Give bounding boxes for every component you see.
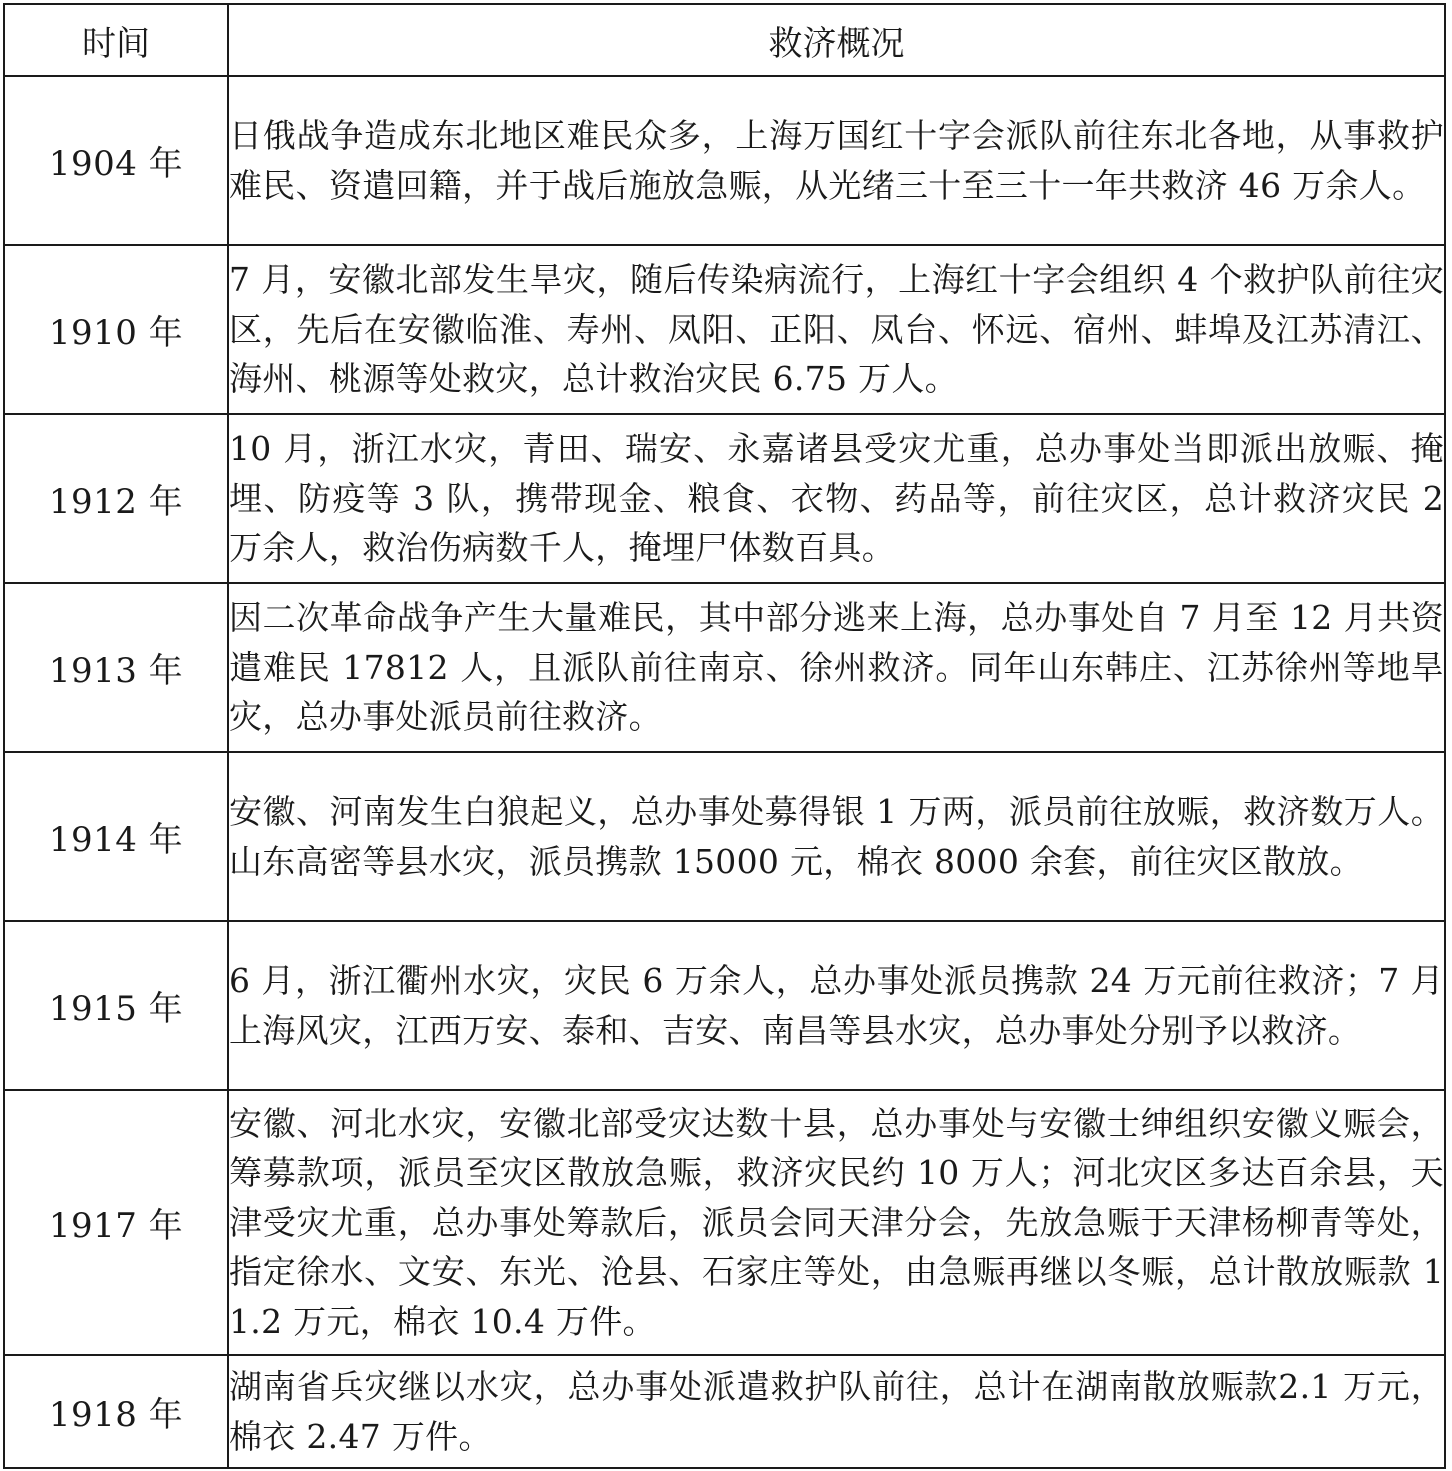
row-summary: 安徽、河南发生白狼起义，总办事处募得银 1 万两，派员前往放赈，救济数万人。山东高密等县水灾，派员携款 15000 元，棉衣 8000 余套，前往灾区散放。 — [228, 752, 1445, 921]
table-row — [4, 752, 1445, 921]
row-year: 1915 年 — [4, 921, 228, 1090]
row-year: 1913 年 — [4, 583, 228, 752]
row-year: 1918 年 — [4, 1355, 228, 1468]
header-summary: 救济概况 — [228, 4, 1445, 76]
row-year: 1910 年 — [4, 245, 228, 414]
row-summary: 湖南省兵灾继以水灾，总办事处派遣救护队前往，总计在湖南散放赈款2.1 万元，棉衣 2.47 万件。 — [228, 1355, 1445, 1468]
row-summary: 6 月，浙江衢州水灾，灾民 6 万余人，总办事处派员携款 24 万元前往救济；7 月上海风灾，江西万安、泰和、吉安、南昌等县水灾，总办事处分别予以救济。 — [228, 921, 1445, 1090]
row-year: 1912 年 — [4, 414, 228, 583]
table-header-row — [4, 4, 1445, 76]
table-row — [4, 1355, 1445, 1468]
table-row — [4, 414, 1445, 583]
relief-table — [3, 3, 1446, 1469]
row-summary: 7 月，安徽北部发生旱灾，随后传染病流行，上海红十字会组织 4 个救护队前往灾区，先后在安徽临淮、寿州、凤阳、正阳、凤台、怀远、宿州、蚌埠及江苏清江、海州、桃源等处救灾，总计救治灾民 6.75 万人。 — [228, 245, 1445, 414]
table-row — [4, 1090, 1445, 1355]
row-summary: 10 月，浙江水灾，青田、瑞安、永嘉诸县受灾尤重，总办事处当即派出放赈、掩埋、防疫等 3 队，携带现金、粮食、衣物、药品等，前往灾区，总计救济灾民 2 万余人，救治伤病数千人，掩埋尸体数百具。 — [228, 414, 1445, 583]
table-row — [4, 245, 1445, 414]
row-summary: 日俄战争造成东北地区难民众多，上海万国红十字会派队前往东北各地，从事救护难民、资遣回籍，并于战后施放急赈，从光绪三十至三十一年共救济 46 万余人。 — [228, 76, 1445, 245]
row-year: 1904 年 — [4, 76, 228, 245]
table-row — [4, 76, 1445, 245]
table-row — [4, 921, 1445, 1090]
header-time: 时间 — [4, 4, 228, 76]
row-summary: 安徽、河北水灾，安徽北部受灾达数十县，总办事处与安徽士绅组织安徽义赈会，筹募款项，派员至灾区散放急赈，救济灾民约 10 万人；河北灾区多达百余县，天津受灾尤重，总办事处筹款后，派员会同天津分会，先放急赈于天津杨柳青等处，指定徐水、文安、东光、沧县、石家庄等处，由急赈再继以冬赈，总计散放赈款 11.2 万元，棉衣 10.4 万件。 — [228, 1090, 1445, 1355]
row-year: 1917 年 — [4, 1090, 228, 1355]
table-row — [4, 583, 1445, 752]
row-year: 1914 年 — [4, 752, 228, 921]
row-summary: 因二次革命战争产生大量难民，其中部分逃来上海，总办事处自 7 月至 12 月共资遣难民 17812 人，且派队前往南京、徐州救济。同年山东韩庄、江苏徐州等地旱灾，总办事处派员前往救济。 — [228, 583, 1445, 752]
